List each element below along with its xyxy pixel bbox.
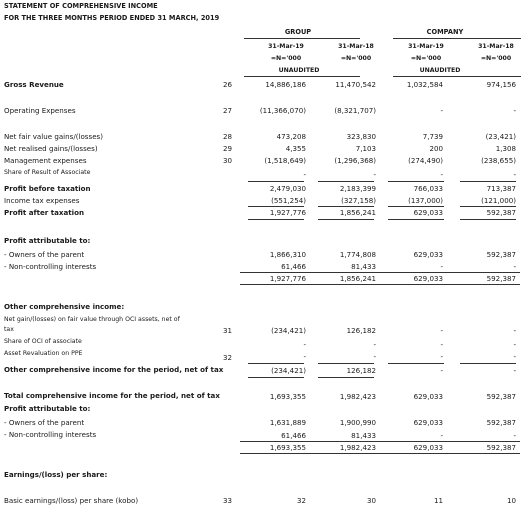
cell-attrib-total-2-3: 629,033 <box>413 443 443 452</box>
cell-income-tax-2: (327,158) <box>341 196 376 205</box>
rule-after-tax-4 <box>460 206 516 207</box>
row-label-oci-net-gain-line2: tax <box>4 326 14 333</box>
note-net-fair-value: 28 <box>222 132 232 141</box>
rule-oci-total-1 <box>248 363 304 364</box>
cell-attrib-total-1-2: 1,856,241 <box>339 274 376 283</box>
note-gross-revenue: 26 <box>222 80 232 89</box>
rule-attrib-total-1-top <box>240 272 520 273</box>
cell-attrib-total-2-2: 1,982,423 <box>339 443 376 452</box>
cell-oci-total-4: - <box>513 366 516 375</box>
col-date-3: 31-Mar-19 <box>408 43 444 50</box>
cell-oci-share-associate-4: - <box>513 340 516 349</box>
row-label-asset-revaluation: Asset Revaluation on PPE <box>4 350 83 357</box>
cell-management-expenses-2: (1,296,368) <box>334 156 376 165</box>
rule-attrib-total-1-bottom <box>240 284 520 285</box>
rule-oci-total-4 <box>460 363 516 364</box>
note-asset-revaluation: 32 <box>222 353 232 362</box>
cell-oci-total-3: - <box>440 366 443 375</box>
cell-net-fair-value-1: 473,208 <box>276 132 306 141</box>
cell-asset-revaluation-1: - <box>303 352 306 361</box>
cell-net-fair-value-3: 7,739 <box>422 132 443 141</box>
row-label-basic-eps: Basic earnings/(loss) per share (kobo) <box>4 496 139 505</box>
cell-owners-parent-1-1: 1,866,310 <box>269 250 306 259</box>
cell-attrib-total-1-4: 592,387 <box>486 274 516 283</box>
cell-asset-revaluation-3: - <box>440 352 443 361</box>
col-date-4: 31-Mar-18 <box>478 43 514 50</box>
cell-total-comprehensive-2: 1,982,423 <box>339 392 376 401</box>
rule-pat-bottom-2 <box>318 219 374 220</box>
cell-non-controlling-1-3: - <box>440 262 443 271</box>
cell-profit-after-tax-4: 592,387 <box>486 208 516 217</box>
rule-pat-bottom-1 <box>248 219 304 220</box>
cell-income-tax-1: (551,254) <box>271 196 306 205</box>
rule-oci-total-2 <box>318 363 374 364</box>
note-oci-net-gain: 31 <box>222 326 232 335</box>
cell-share-associate-2: - <box>373 170 376 179</box>
cell-non-controlling-2-4: - <box>513 431 516 440</box>
rule-subtotal-1 <box>248 181 304 182</box>
cell-net-realised-2: 7,103 <box>355 144 376 153</box>
row-label-profit-before-tax: Profit before taxation <box>4 184 91 193</box>
note-net-realised: 29 <box>222 144 232 153</box>
cell-share-associate-1: - <box>303 170 306 179</box>
cell-basic-eps-1: 32 <box>296 496 306 505</box>
rule-subtotal-2 <box>318 181 374 182</box>
cell-profit-before-tax-2: 2,183,399 <box>339 184 376 193</box>
cell-owners-parent-2-1: 1,631,889 <box>269 418 306 427</box>
cell-oci-total-2: 126,182 <box>346 366 376 375</box>
cell-non-controlling-1-2: 81,433 <box>351 262 376 271</box>
cell-owners-parent-2-3: 629,033 <box>413 418 443 427</box>
cell-non-controlling-2-1: 61,466 <box>281 431 306 440</box>
row-label-net-realised: Net realised gains/(losses) <box>4 144 98 153</box>
rule-oci-total-3 <box>388 363 444 364</box>
cell-owners-parent-1-4: 592,387 <box>486 250 516 259</box>
heading-profit-attributable-2: Profit attributable to: <box>4 404 91 413</box>
row-label-owners-parent-2: - Owners of the parent <box>4 418 85 427</box>
cell-income-tax-4: (121,000) <box>481 196 516 205</box>
col-date-2: 31-Mar-18 <box>338 43 374 50</box>
row-label-profit-after-tax: Profit after taxation <box>4 208 85 217</box>
row-label-total-comprehensive: Total comprehensive income for the period, net of tax <box>4 391 220 400</box>
group-heading: GROUP <box>284 28 312 36</box>
cell-non-controlling-1-1: 61,466 <box>281 262 306 271</box>
rule-subtotal-4 <box>460 181 516 182</box>
company-unaudited-rule <box>393 76 521 77</box>
cell-oci-total-1: (234,421) <box>271 366 306 375</box>
heading-eps: Earnings/(loss) per share: <box>4 470 108 479</box>
group-heading-rule <box>244 38 360 39</box>
cell-management-expenses-3: (274,490) <box>408 156 443 165</box>
cell-oci-net-gain-2: 126,182 <box>346 326 376 335</box>
cell-oci-share-associate-3: - <box>440 340 443 349</box>
cell-non-controlling-1-4: - <box>513 262 516 271</box>
group-unaudited-rule <box>244 76 360 77</box>
cell-profit-before-tax-4: 713,387 <box>486 184 516 193</box>
cell-operating-expenses-2: (8,321,707) <box>334 106 376 115</box>
cell-gross-revenue-1: 14,886,186 <box>265 80 306 89</box>
cell-operating-expenses-4: - <box>513 106 516 115</box>
cell-attrib-total-2-4: 592,387 <box>486 443 516 452</box>
col-unit-3: =N='000 <box>410 55 442 62</box>
cell-attrib-total-2-1: 1,693,355 <box>269 443 306 452</box>
note-operating-expenses: 27 <box>222 106 232 115</box>
cell-oci-net-gain-3: - <box>440 326 443 335</box>
cell-profit-after-tax-3: 629,033 <box>413 208 443 217</box>
cell-total-comprehensive-3: 629,033 <box>413 392 443 401</box>
row-label-oci-net-gain-line1: Net gain/(losses) on fair value through OCI assets, net of <box>4 316 180 323</box>
statement-title: STATEMENT OF COMPREHENSIVE INCOME <box>4 2 158 10</box>
cell-net-realised-1: 4,355 <box>285 144 306 153</box>
cell-non-controlling-2-3: - <box>440 431 443 440</box>
cell-operating-expenses-3: - <box>440 106 443 115</box>
row-label-non-controlling-2: - Non-controlling interests <box>4 430 97 439</box>
row-label-gross-revenue: Gross Revenue <box>4 80 64 89</box>
cell-asset-revaluation-4: - <box>513 352 516 361</box>
rule-after-tax-2 <box>318 206 374 207</box>
cell-net-realised-3: 200 <box>429 144 443 153</box>
row-label-share-associate: Share of Result of Associate <box>4 169 91 176</box>
cell-net-fair-value-4: (23,421) <box>485 132 516 141</box>
cell-total-comprehensive-4: 592,387 <box>486 392 516 401</box>
rule-oci-bottom-1 <box>248 377 304 378</box>
col-date-1: 31-Mar-19 <box>268 43 304 50</box>
cell-profit-after-tax-2: 1,856,241 <box>339 208 376 217</box>
rule-attrib-total-2-top <box>240 441 520 442</box>
cell-oci-share-associate-1: - <box>303 340 306 349</box>
cell-management-expenses-1: (1,518,649) <box>264 156 306 165</box>
row-label-net-fair-value: Net fair value gains/(losses) <box>4 132 104 141</box>
cell-gross-revenue-4: 974,156 <box>486 80 516 89</box>
cell-operating-expenses-1: (11,366,070) <box>259 106 306 115</box>
cell-basic-eps-3: 11 <box>433 496 443 505</box>
cell-net-realised-4: 1,308 <box>495 144 516 153</box>
row-label-oci-total: Other comprehensive income for the period, net of tax <box>4 365 224 374</box>
cell-owners-parent-1-3: 629,033 <box>413 250 443 259</box>
cell-management-expenses-4: (238,655) <box>481 156 516 165</box>
row-label-income-tax: Income tax expenses <box>4 196 80 205</box>
note-management-expenses: 30 <box>222 156 232 165</box>
cell-attrib-total-1-1: 1,927,776 <box>269 274 306 283</box>
rule-pat-bottom-3 <box>388 219 444 220</box>
note-basic-eps: 33 <box>222 496 232 505</box>
col-unit-4: =N='000 <box>480 55 512 62</box>
rule-after-tax-1 <box>248 206 304 207</box>
rule-attrib-total-2-bottom <box>240 453 520 454</box>
company-heading: COMPANY <box>426 28 464 36</box>
cell-basic-eps-2: 30 <box>366 496 376 505</box>
company-unaudited: UNAUDITED <box>419 67 461 74</box>
cell-asset-revaluation-2: - <box>373 352 376 361</box>
row-label-operating-expenses: Operating Expenses <box>4 106 76 115</box>
cell-non-controlling-2-2: 81,433 <box>351 431 376 440</box>
rule-after-tax-3 <box>388 206 444 207</box>
col-unit-1: =N='000 <box>270 55 302 62</box>
rule-pat-bottom-4 <box>460 219 516 220</box>
row-label-management-expenses: Management expenses <box>4 156 87 165</box>
cell-owners-parent-2-2: 1,900,990 <box>339 418 376 427</box>
cell-owners-parent-2-4: 592,387 <box>486 418 516 427</box>
cell-net-fair-value-2: 323,830 <box>346 132 376 141</box>
cell-gross-revenue-3: 1,032,584 <box>406 80 443 89</box>
row-label-non-controlling-1: - Non-controlling interests <box>4 262 97 271</box>
heading-profit-attributable-1: Profit attributable to: <box>4 236 91 245</box>
cell-profit-after-tax-1: 1,927,776 <box>269 208 306 217</box>
cell-gross-revenue-2: 11,470,542 <box>335 80 376 89</box>
col-unit-2: =N='000 <box>340 55 372 62</box>
cell-basic-eps-4: 10 <box>506 496 516 505</box>
rule-oci-bottom-2 <box>318 377 374 378</box>
heading-oci: Other comprehensive income: <box>4 302 125 311</box>
cell-oci-net-gain-1: (234,421) <box>271 326 306 335</box>
cell-profit-before-tax-3: 766,033 <box>413 184 443 193</box>
row-label-oci-share-associate: Share of OCI of associate <box>4 338 82 345</box>
cell-oci-net-gain-4: - <box>513 326 516 335</box>
company-heading-rule <box>393 38 521 39</box>
cell-owners-parent-1-2: 1,774,808 <box>339 250 376 259</box>
row-label-owners-parent-1: - Owners of the parent <box>4 250 85 259</box>
cell-total-comprehensive-1: 1,693,355 <box>269 392 306 401</box>
cell-share-associate-4: - <box>513 170 516 179</box>
statement-subtitle: FOR THE THREE MONTHS PERIOD ENDED 31 MARCH, 2019 <box>4 14 220 22</box>
cell-profit-before-tax-1: 2,479,030 <box>269 184 306 193</box>
cell-income-tax-3: (137,000) <box>408 196 443 205</box>
rule-subtotal-3 <box>388 181 444 182</box>
cell-oci-share-associate-2: - <box>373 340 376 349</box>
group-unaudited: UNAUDITED <box>278 67 320 74</box>
cell-attrib-total-1-3: 629,033 <box>413 274 443 283</box>
cell-share-associate-3: - <box>440 170 443 179</box>
